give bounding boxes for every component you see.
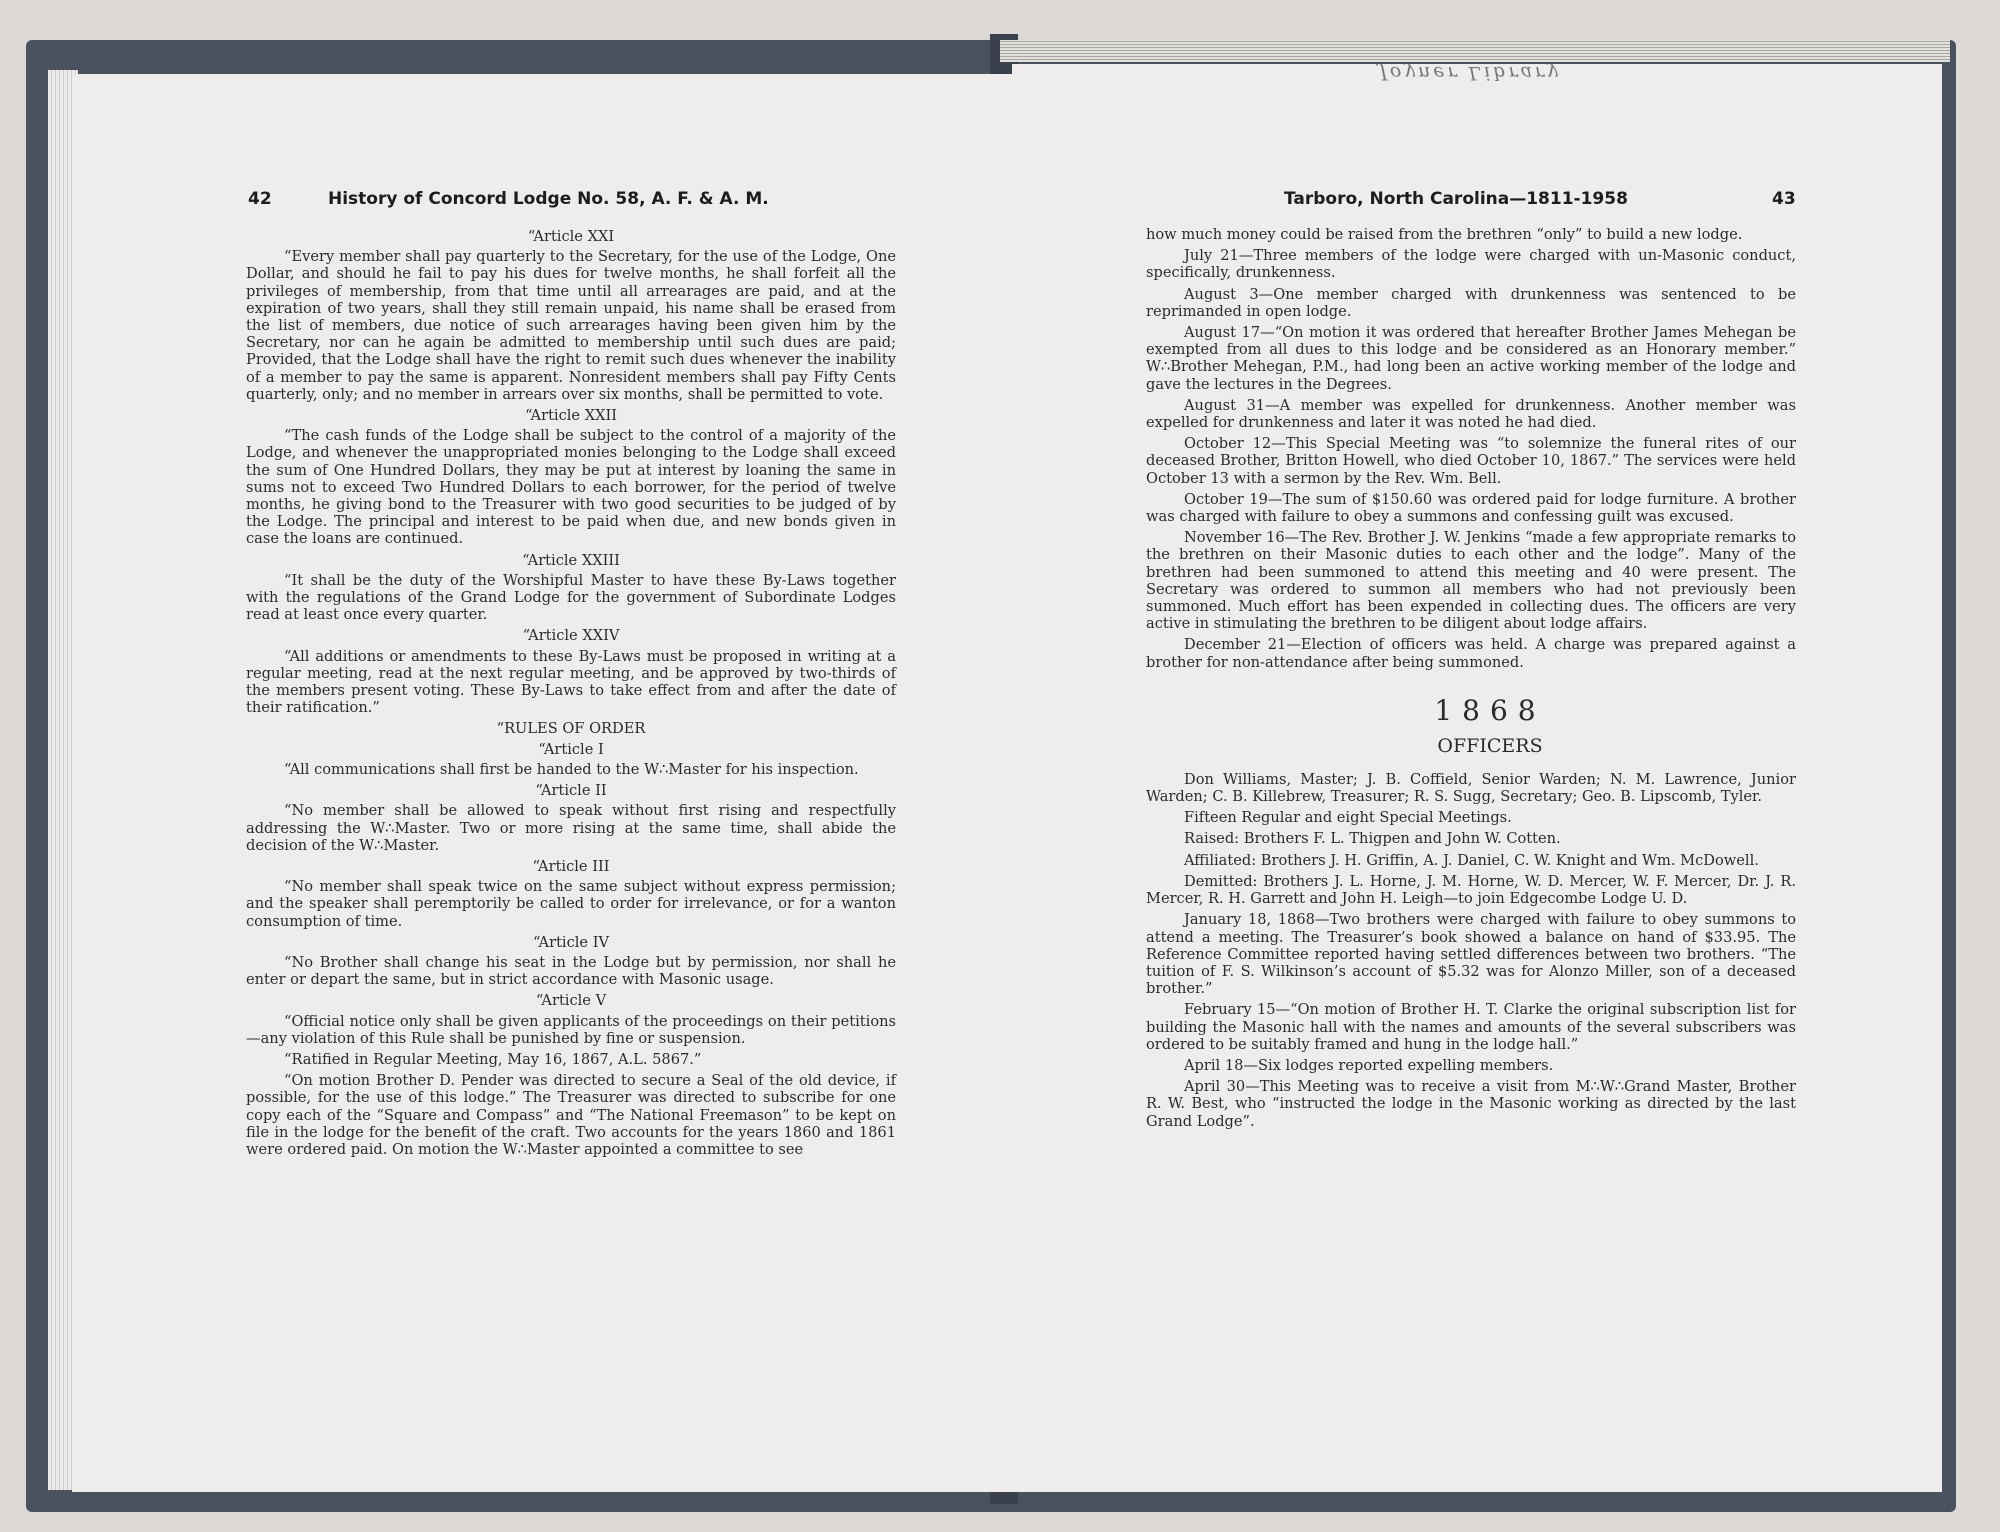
section-heading: “Article IV <box>532 933 610 951</box>
paragraph: October 19—The sum of $150.60 was ordered paid for lodge furniture. A brother was charged with failure to obey a summons and confessing guilt was excused. <box>1146 490 1796 526</box>
paragraph: April 18—Six lodges reported expelling members. <box>1184 1056 1554 1074</box>
paragraph: Raised: Brothers F. L. Thigpen and John W. Cotten. <box>1184 830 1561 848</box>
paragraph: “The cash funds of the Lodge shall be subject to the control of a majority of the Lodge, and whenever the unappropriated monies belonging to the Lodge shall exceed the sum of One Hundred Dollars, they may be put at interest by loaning the same in sums not to exceed Two Hundred Dollars to each borrower, for the period of twelve months, he giving bond to the Treasurer with two good securities to be judged of by the Lodge. The principal and interest to be paid when due, and new bonds given in case the loans are continued. <box>246 427 896 548</box>
paragraph: Affiliated: Brothers J. H. Griffin, A. J. Daniel, C. W. Knight and Wm. McDowell. <box>1184 851 1759 869</box>
library-stamp: Joyner Library <box>1379 62 1561 84</box>
right-running-title: Tarboro, North Carolina—1811-1958 <box>1284 189 1628 209</box>
paragraph: August 3—One member charged with drunkenness was sentenced to be reprimanded in open lodge. <box>1146 285 1796 320</box>
paragraph: Demitted: Brothers J. L. Horne, J. M. Horne, W. D. Mercer, W. F. Mercer, Dr. J. R. Mercer, R. H. Garrett and John H. Leigh—to join Edgecombe Lodge U. D. <box>1146 872 1796 908</box>
paragraph: July 21—Three members of the lodge were charged with un-Masonic conduct, specifically, drunkenness. <box>1146 247 1796 282</box>
paragraph: August 31—A member was expelled for drunkenness. Another member was expelled for drunkenness and later it was noted he had died. <box>1146 396 1796 432</box>
paragraph: “Official notice only shall be given applicants of the proceedings on their petitions—any violation of this Rule shall be punished by fine or suspension. <box>246 1012 896 1047</box>
paragraph: January 18, 1868—Two brothers were charged with failure to obey summons to attend a meeting. The Treasurer’s book showed a balance on hand of $33.95. The Reference Committee reported having settled differences between two brothers. “The tuition of F. S. Wilkinson’s account of $5.32 was for Alonzo Miller, son of a deceased brother.” <box>1146 911 1796 998</box>
paragraph: “Every member shall pay quarterly to the Secretary, for the use of the Lodge, One Dollar, and should he fail to pay his dues for twelve months, he shall forfeit all the privileges of membership, from that time until all arrearages are paid, and at the expiration of two years, shall they still remain unpaid, his name shall be erased from the list of members, due notice of such arrearages having been given him by the Secretary, nor can he again be admitted to membership until such dues are paid; Provided, that the Lodge shall have the right to remit such dues whenever the inability of a member to pay the same is apparent. Nonresident members shall pay Fifty Cents quarterly, only; and no member in arrears over six months, shall be permitted to vote. <box>246 248 896 403</box>
paragraph: “On motion Brother D. Pender was directed to secure a Seal of the old device, if possible, for the use of this lodge.” The Treasurer was directed to subscribe for one copy each of the “Square and Compass” and “The National Freemason” to be kept on file in the lodge for the benefit of the craft. Two accounts for the years 1860 and 1861 were ordered paid. On motion the W∴Master appointed a committee to see <box>246 1072 896 1158</box>
paragraph: December 21—Election of officers was held. A charge was prepared against a brother for non-attendance after being summoned. <box>1146 636 1796 671</box>
paragraph: “No member shall be allowed to speak without first rising and respectfully addressing the W∴Master. Two or more rising at the same time, shall abide the decision of the W∴Master. <box>246 802 896 854</box>
right-page-number: 43 <box>1772 189 1796 209</box>
paragraph: “No member shall speak twice on the same subject without express permission; and the speaker shall peremptorily be called to order for irrelevance, or for a wanton consumption of time. <box>246 878 896 930</box>
paragraph: Fifteen Regular and eight Special Meetings. <box>1184 809 1512 827</box>
section-heading: “Article I <box>538 740 604 758</box>
paragraph: February 15—“On motion of Brother H. T. Clarke the original subscription list for building the Masonic hall with the names and amounts of the several subscribers was ordered to be suitably framed and hung in the lodge hall.” <box>1146 1001 1796 1053</box>
paragraph: November 16—The Rev. Brother J. W. Jenkins “made a few appropriate remarks to the brethren on their Masonic duties to each other and the lodge”. Many of the brethren had been summoned to attend this meeting and 40 were present. The Secretary was ordered to summon all members who had not previously been summoned. Much effort has been expended in collecting dues. The officers are very active in stimulating the brethren to be diligent about lodge affairs. <box>1146 529 1796 633</box>
paragraph: April 30—This Meeting was to receive a visit from M∴W∴Grand Master, Brother R. W. Best, who “instructed the lodge in the Masonic working as directed by the last Grand Lodge”. <box>1146 1078 1796 1130</box>
paragraph: how much money could be raised from the brethren “only” to build a new lodge. <box>1146 226 1743 243</box>
paragraph: “No Brother shall change his seat in the Lodge but by permission, nor shall he enter or depart the same, but in strict accordance with Masonic usage. <box>246 953 896 989</box>
right-text-column <box>1146 226 1796 1134</box>
paragraph: “It shall be the duty of the Worshipful Master to have these By-Laws together with the regulations of the Grand Lodge for the government of Subordinate Lodges read at least once every quarter. <box>246 571 896 624</box>
officers-heading: OFFICERS <box>1437 734 1543 757</box>
section-heading: “Article II <box>535 782 607 800</box>
section-heading: “Article XXIII <box>522 551 620 569</box>
section-heading: “Article XXII <box>524 407 618 425</box>
paragraph: August 17—“On motion it was ordered that hereafter Brother James Mehegan be exempted from all dues to this lodge and be considered as an Honorary member.” W∴Brother Mehegan, P.M., had long been an active working member of the lodge and gave the lectures in the Degrees. <box>1146 324 1796 393</box>
paragraph: “All additions or amendments to these By-Laws must be proposed in writing at a regular meeting, read at the next regular meeting, and be approved by two-thirds of the members present voting. These By-Laws to take effect from and after the date of their ratification.” <box>246 647 896 717</box>
left-running-title: History of Concord Lodge No. 58, A. F. & A. M. <box>328 189 769 209</box>
section-heading: “Article XXI <box>527 228 615 245</box>
section-heading: “Article XXIV <box>522 627 620 645</box>
paragraph: “All communications shall first be handed to the W∴Master for his inspection. <box>284 760 859 778</box>
section-heading: “Article V <box>535 992 607 1010</box>
paragraph: “Ratified in Regular Meeting, May 16, 1867, A.L. 5867.” <box>284 1050 702 1068</box>
left-page-number: 42 <box>248 189 272 209</box>
section-heading: “Article III <box>532 857 610 875</box>
paragraph: Don Williams, Master; J. B. Coffield, Senior Warden; N. M. Lawrence, Junior Warden; C. B. Killebrew, Treasurer; R. S. Sugg, Secretary; Geo. B. Lipscomb, Tyler. <box>1146 770 1796 806</box>
left-text-column <box>246 226 896 1162</box>
paragraph: October 12—This Special Meeting was “to solemnize the funeral rites of our deceased Brother, Britton Howell, who died October 10, 1867.” The services were held October 13 with a sermon by the Rev. Wm. Bell. <box>1146 435 1796 487</box>
section-heading: “RULES OF ORDER <box>496 720 646 738</box>
year-heading: 1868 <box>1434 693 1546 727</box>
